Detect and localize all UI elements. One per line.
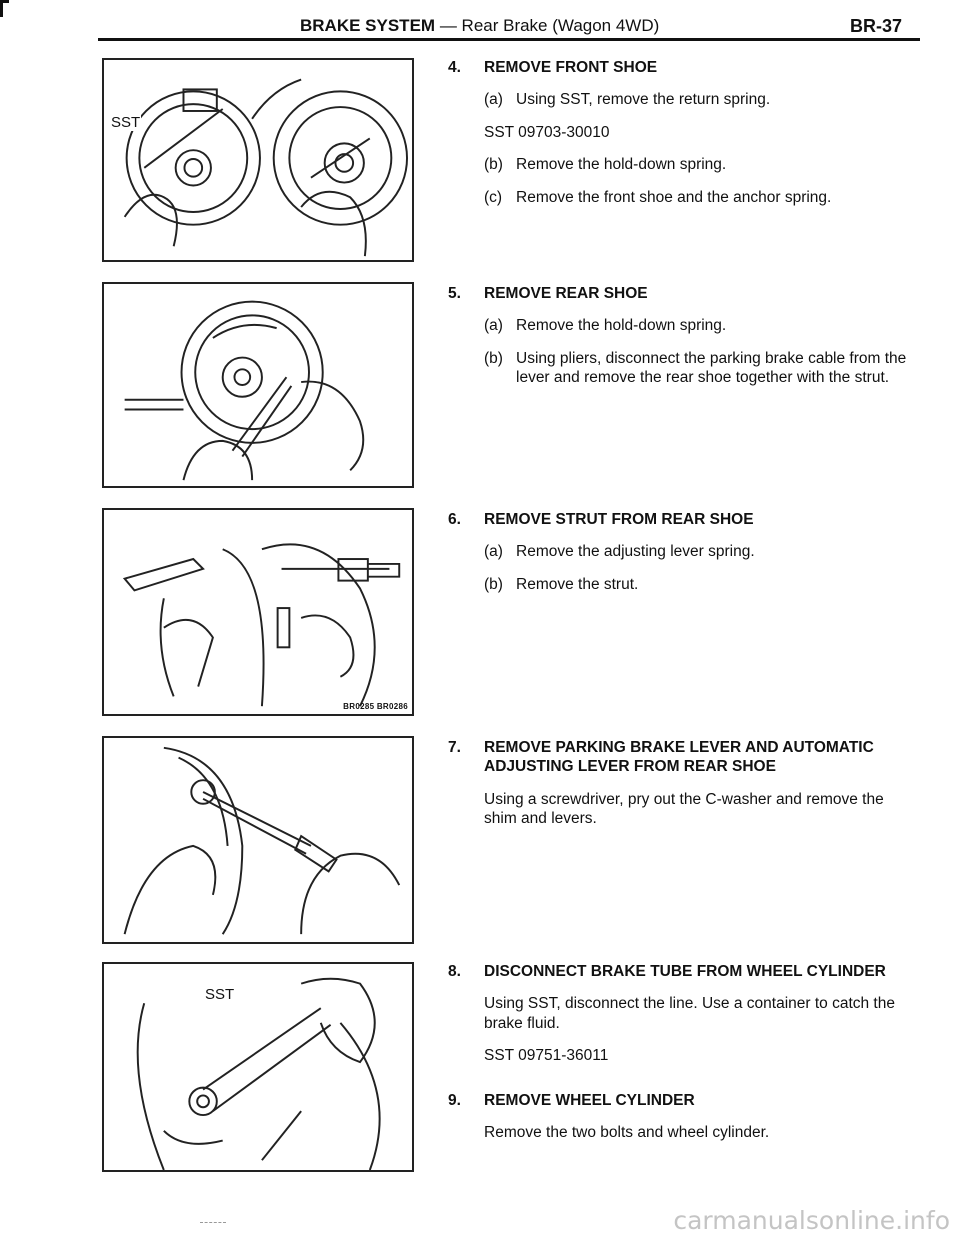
step-line-label: (b)	[484, 156, 503, 174]
figure-remove-parking-brake-lever	[102, 736, 414, 944]
illustration-return-spring-removal	[104, 60, 412, 260]
step-number: 5.	[448, 285, 461, 302]
step-7	[448, 738, 918, 829]
step-line-text: SST 09703-30010	[484, 123, 610, 141]
step-line	[448, 994, 918, 1033]
step-line-text: Using pliers, disconnect the parking brake cable from the lever and remove the rear shoe together with the strut.	[516, 349, 907, 387]
step-5	[448, 284, 918, 388]
step-line-text: Remove the strut.	[516, 575, 639, 593]
step-line-label: (b)	[484, 349, 503, 367]
illustration-adjusting-spring-strut	[104, 510, 412, 714]
step-line	[448, 1046, 918, 1065]
step-number: 7.	[448, 739, 461, 756]
step-title: REMOVE PARKING BRAKE LEVER AND AUTOMATIC ADJUSTING LEVER FROM REAR SHOE	[484, 739, 874, 776]
step-title: REMOVE FRONT SHOE	[484, 59, 658, 76]
step-line-text: Remove the adjusting lever spring.	[516, 543, 755, 561]
step-line	[448, 349, 918, 388]
figure-remove-front-shoe	[102, 58, 414, 262]
page-header	[300, 16, 659, 36]
header-subtitle: — Rear Brake (Wagon 4WD)	[439, 16, 660, 35]
step-line-label: (b)	[484, 575, 503, 593]
step-number: 6.	[448, 511, 461, 528]
page-number: BR-37	[849, 16, 902, 36]
step-line-label: (a)	[484, 317, 503, 335]
header-system-title: BRAKE SYSTEM	[300, 16, 436, 35]
step-title: REMOVE REAR SHOE	[484, 285, 648, 302]
step-number: 4.	[448, 59, 461, 76]
step-line-text: SST 09751-36011	[484, 1047, 609, 1065]
step-line	[448, 155, 918, 174]
step-line-text: Remove the front shoe and the anchor spring.	[516, 188, 832, 206]
step-title: DISCONNECT BRAKE TUBE FROM WHEEL CYLINDER	[484, 963, 886, 980]
step-line	[448, 575, 918, 594]
illustration-wrench-brake-tube	[104, 964, 412, 1170]
illustration-pliers-cable-disconnect	[104, 284, 412, 486]
step-title: REMOVE STRUT FROM REAR SHOE	[484, 511, 754, 528]
step-8	[448, 962, 918, 1066]
step-line-text: Using a screwdriver, pry out the C-washer and remove the shim and levers.	[484, 790, 884, 828]
step-line-label: (a)	[484, 543, 503, 561]
step-number: 9.	[448, 1092, 461, 1109]
step-line-text: Using SST, remove the return spring.	[516, 91, 771, 109]
step-line-label: (c)	[484, 188, 503, 206]
figure-remove-strut	[102, 508, 414, 716]
step-line-text: Remove the hold-down spring.	[516, 156, 727, 174]
figure-code-label: BR0285 BR0286	[343, 702, 408, 711]
step-9	[448, 1091, 918, 1143]
step-number: 8.	[448, 963, 461, 980]
step-line-label: (a)	[484, 91, 503, 109]
step-line	[448, 188, 918, 207]
step-line	[448, 1123, 918, 1142]
site-watermark: carmanualsonline.info	[673, 1206, 950, 1235]
step-line-text: Remove the hold-down spring.	[516, 317, 727, 335]
step-line	[448, 90, 918, 109]
step-title: REMOVE WHEEL CYLINDER	[484, 1092, 695, 1109]
step-4	[448, 58, 918, 207]
step-line-text: Using SST, disconnect the line. Use a container to catch the brake fluid.	[484, 995, 895, 1032]
page-corner-mark	[0, 0, 9, 17]
figure-disconnect-brake-tube	[102, 962, 414, 1172]
figure-remove-rear-shoe	[102, 282, 414, 488]
step-line	[448, 316, 918, 335]
header-rule	[98, 38, 920, 41]
step-line-text: Remove the two bolts and wheel cylinder.	[484, 1124, 770, 1142]
step-line	[448, 542, 918, 561]
step-line	[448, 123, 918, 142]
sst-callout-label: SST	[205, 986, 235, 1003]
step-6	[448, 510, 918, 594]
step-line	[448, 790, 918, 829]
footer-scan-mark	[200, 1222, 226, 1223]
sst-callout-label: SST	[111, 114, 141, 131]
illustration-screwdriver-c-washer	[104, 738, 412, 942]
